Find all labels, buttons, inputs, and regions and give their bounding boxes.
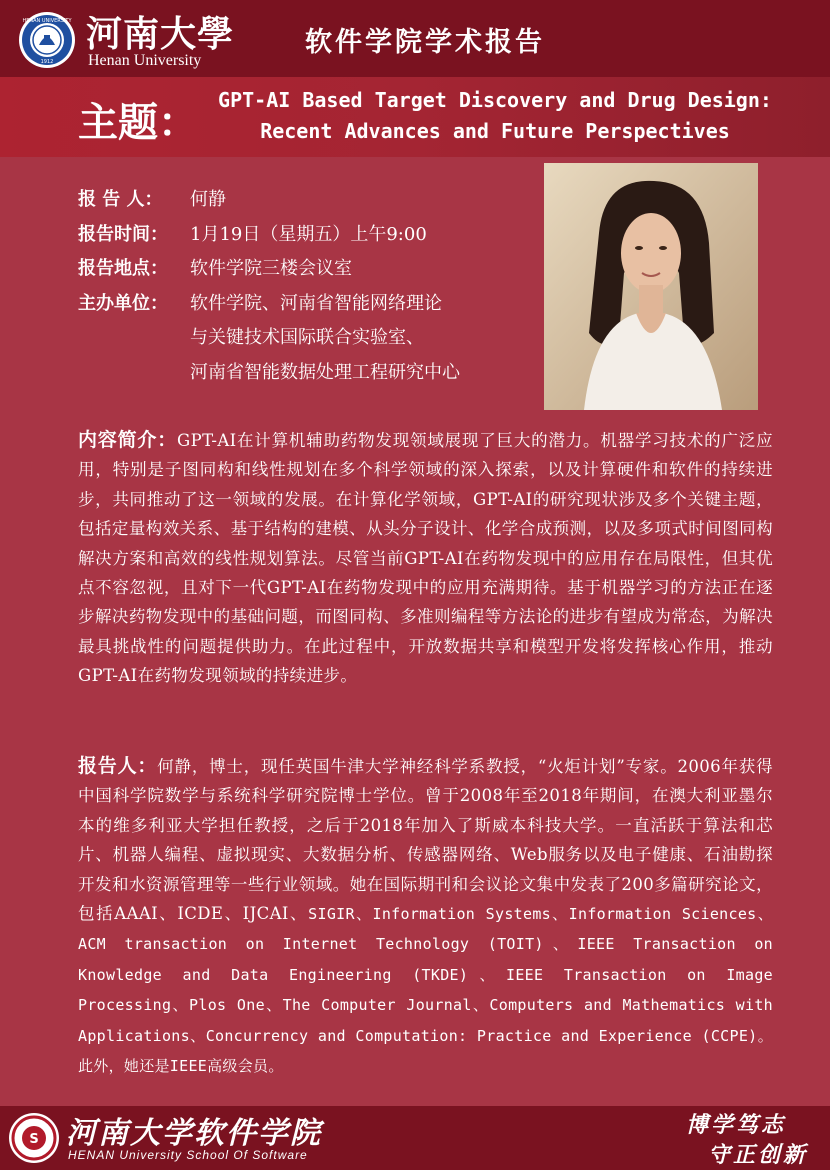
info-host: [78, 287, 528, 322]
topic-title: [195, 85, 795, 147]
speaker-key: 报 告 人：: [78, 189, 163, 210]
info-place: [78, 252, 528, 287]
time-key: 报告时间：: [78, 223, 168, 245]
host-value-3: 河南省智能数据处理工程研究中心: [190, 361, 460, 383]
host-key: 主办单位：: [78, 292, 168, 314]
host-value-1: 软件学院、河南省智能网络理论: [190, 292, 442, 314]
header-bar: [0, 0, 830, 77]
svg-text:S: S: [29, 1132, 39, 1147]
motto-line-2: 守正创新: [708, 1142, 809, 1168]
university-name-cn: 河南大學: [86, 13, 235, 55]
report-info: [78, 183, 528, 390]
topic-label: 主题：: [78, 99, 198, 146]
school-name-cn: 河南大学软件学院: [66, 1116, 322, 1151]
topic-line-2: Recent Advances and Future Perspectives: [260, 119, 730, 143]
topic-line-1: GPT-AI Based Target Discovery and Drug Design:: [218, 88, 772, 112]
place-value: 软件学院三楼会议室: [190, 258, 352, 279]
speaker-bio-venues: SIGIR、Information Systems、Information Sciences、ACM transaction on Internet Technology (TOIT)、IEEE Transaction on Knowledge and Data Engineering (TKDE)、IEEE Transaction on Image Processing、Plos One、The Computer Journal、Computers and Mathematics with Applications、Concurrency and Computation: Practice and Experience (CCPE)。此外，她还是IEEE高级会员。: [78, 905, 773, 1076]
school-name-en: HENAN University School Of Software: [68, 1148, 308, 1162]
speaker-photo: [544, 163, 758, 410]
content-intro: [78, 426, 773, 691]
university-seal-icon: [18, 11, 76, 69]
info-speaker: [78, 183, 528, 218]
motto-line-1: 博学笃志: [686, 1112, 787, 1138]
intro-label: 内容简介：: [78, 429, 178, 451]
speaker-value: 何静: [190, 189, 226, 210]
speaker-bio: [78, 752, 773, 1081]
time-value: 1月19日（星期五）上午9:00: [190, 223, 427, 245]
seal-year: 1912: [40, 59, 54, 65]
host-value-2: 与关键技术国际联合实验室、: [190, 327, 424, 348]
university-name-en: Henan University: [88, 52, 202, 69]
school-seal-icon: [8, 1112, 60, 1164]
intro-text: GPT-AI在计算机辅助药物发现领域展现了巨大的潜力。机器学习技术的广泛应用，特别是子图同构和线性规划在多个科学领域的深入探索，以及计算硬件和软件的持续进步，共同推动了这一领域的发展。在计算化学领域，GPT-AI的研究现状涉及多个关键主题，包括定量构效关系、基于结构的建模、从头分子设计、化学合成预测，以及多项式时间图同构解决方案和高效的线性规划算法。尽管当前GPT-AI在药物发现中的应用存在局限性，但其优点不容忽视，且对下一代GPT-AI在药物发现中的应用充满期待。基于机器学习的方法正在逐步解决药物发现中的基础问题，而图同构、多准则编程等方法论的进步有望成为常态，为解决最具挑战性的问题提供助力。在此过程中，开放数据共享和模型开发将发挥核心作用，推动GPT-AI在药物发现领域的持续进步。: [78, 431, 773, 686]
speaker-bio-label: 报告人：: [78, 755, 158, 777]
seal-ring-text: HENAN UNIVERSITY: [22, 18, 72, 24]
report-title: 软件学院学术报告: [305, 27, 545, 58]
info-time: [78, 218, 528, 253]
topic-band: [0, 77, 830, 157]
speaker-bio-text: 何静，博士，现任英国牛津大学神经科学系教授，“火炬计划”专家。2006年获得中国科学院数学与系统科学研究院博士学位。曾于2008年至2018年期间，在澳大利亚墨尔本的维多利亚大学担任教授，之后于2018年加入了斯威本科技大学。一直活跃于算法和芯片、机器人编程、虚拟现实、大数据分析、传感器网络、Web服务以及电子健康、石油勘探开发和水资源管理等一些行业领域。她在国际期刊和会议论文集中发表了200多篇研究论文，包括AAAI、ICDE、IJCAI、: [78, 757, 773, 924]
place-key: 报告地点：: [78, 258, 168, 279]
footer-bar: [0, 1106, 830, 1170]
